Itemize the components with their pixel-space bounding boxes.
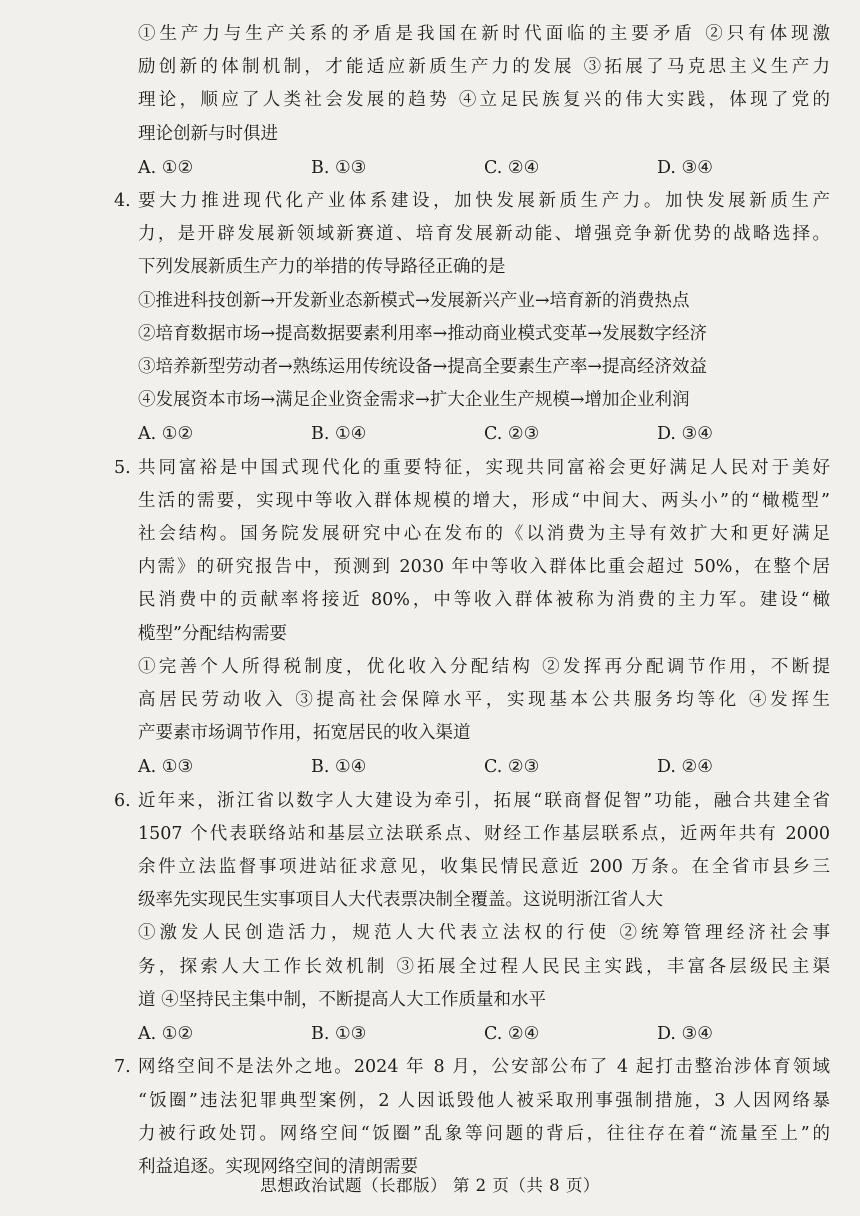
q7-line: 网络空间不是法外之地。2024 年 8 月，公安部公布了 4 起打击整治涉体育领域	[138, 1057, 830, 1078]
q5-line: 内需》的研究报告中，预测到 2030 年中等收入群体比重会超过 50%，在整个居	[138, 557, 830, 578]
q5-line: 生活的需要，实现中等收入群体规模的增大，形成“中间大、两头小”的“橄榄型”	[138, 490, 830, 511]
q6-choices	[138, 1018, 830, 1051]
q7-line: “饭圈”违法犯罪典型案例，2 人因诋毁他人被采取刑事强制措施，3 人因网络暴	[138, 1090, 830, 1111]
q4-choice-c: C. ②③	[484, 424, 540, 445]
q4-option-1: ①推进科技创新→开发新业态新模式→发展新兴产业→培育新的消费热点	[138, 290, 690, 311]
q6-line: 级率先实现民生实事项目人大代表票决制全覆盖。这说明浙江省人大	[138, 890, 663, 911]
q6-line: 1507 个代表联络站和基层立法联系点、财经工作基层联系点，近两年共有 2000	[138, 823, 830, 844]
q7-line: 利益追逐。实现网络空间的清朗需要	[138, 1156, 418, 1177]
q6-choice-c: C. ②④	[484, 1024, 540, 1045]
q7-line: 力被行政处罚。网络空间“饭圈”乱象等问题的背后，往往存在着“流量至上”的	[138, 1123, 830, 1144]
q3-choice-b: B. ①③	[311, 157, 367, 178]
q6-choice-b: B. ①③	[311, 1024, 367, 1045]
q5-line: ①完善个人所得税制度，优化收入分配结构 ②发挥再分配调节作用，不断提	[138, 656, 830, 677]
question-number: 7.	[114, 1057, 131, 1078]
q6-choice-d: D. ③④	[657, 1024, 713, 1045]
q3-choice-d: D. ③④	[657, 157, 713, 178]
question-7	[114, 1051, 830, 1184]
q5-line: 高居民劳动收入 ③提高社会保障水平，实现基本公共服务均等化 ④发挥生	[138, 690, 830, 711]
q6-line: 道 ④坚持民主集中制，不断提高人大工作质量和水平	[138, 989, 547, 1010]
q6-line: 近年来，浙江省以数字人大建设为牵引，拓展“联商督促智”功能，融合共建全省	[138, 790, 830, 811]
q5-line: 民消费中的贡献率将接近 80%，中等收入群体被称为消费的主力军。建设“橄	[138, 590, 830, 611]
q5-choice-b: B. ①④	[311, 757, 367, 778]
question-6	[114, 785, 830, 1052]
q6-choice-a: A. ①②	[138, 1024, 194, 1045]
q5-line: 榄型”分配结构需要	[138, 623, 287, 644]
q4-line: 要大力推进现代化产业体系建设，加快发展新质生产力。加快发展新质生产	[138, 191, 830, 212]
q5-choice-a: A. ①③	[138, 757, 194, 778]
question-3	[138, 18, 830, 185]
q5-choice-d: D. ②④	[657, 757, 713, 778]
q3-choice-c: C. ②④	[484, 157, 540, 178]
q4-line: 力，是开辟发展新领域新赛道、培育发展新动能、增强竞争新优势的战略选择。	[138, 224, 830, 245]
q5-line: 产要素市场调节作用，拓宽居民的收入渠道	[138, 723, 471, 744]
question-number: 5.	[114, 457, 131, 478]
q5-line: 共同富裕是中国式现代化的重要特征，实现共同富裕会更好满足人民对于美好	[138, 457, 830, 478]
question-4	[114, 185, 830, 452]
question-number: 6.	[114, 790, 131, 811]
q3-line: 理论创新与时俱进	[138, 123, 278, 144]
q5-choices	[138, 751, 830, 784]
q4-choices	[138, 418, 830, 451]
q4-choice-a: A. ①②	[138, 424, 194, 445]
q3-line: 励创新的体制机制，才能适应新质生产力的发展 ③拓展了马克思主义生产力	[138, 57, 830, 78]
q6-line: 务，探索人大工作长效机制 ③拓展全过程人民民主实践，丰富各层级民主渠	[138, 956, 830, 977]
q5-choice-c: C. ②③	[484, 757, 540, 778]
q4-choice-b: B. ①④	[311, 424, 367, 445]
q4-line: 下列发展新质生产力的举措的传导路径正确的是	[138, 257, 506, 278]
q4-option-3: ③培养新型劳动者→熟练运用传统设备→提高全要素生产率→提高经济效益	[138, 357, 707, 378]
q3-line: 理论，顺应了人类社会发展的趋势 ④立足民族复兴的伟大实践，体现了党的	[138, 90, 830, 111]
q6-line: ①激发人民创造活力，规范人大代表立法权的行使 ②统筹管理经济社会事	[138, 923, 830, 944]
q3-choices	[138, 152, 830, 185]
q5-line: 社会结构。国务院发展研究中心在发布的《以消费为主导有效扩大和更好满足	[138, 524, 830, 545]
question-number: 4.	[114, 191, 131, 212]
q4-choice-d: D. ③④	[657, 424, 713, 445]
q3-choice-a: A. ①②	[138, 157, 194, 178]
q4-option-4: ④发展资本市场→满足企业资金需求→扩大企业生产规模→增加企业利润	[138, 390, 690, 411]
q3-line: ①生产力与生产关系的矛盾是我国在新时代面临的主要矛盾 ②只有体现激	[138, 24, 830, 44]
q4-option-2: ②培育数据市场→提高数据要素利用率→推动商业模式变革→发展数字经济	[138, 323, 707, 344]
q6-line: 余件立法监督事项进站征求意见，收集民情民意近 200 万条。在全省市县乡三	[138, 857, 830, 878]
question-5	[114, 452, 830, 785]
page-footer: 思想政治试题（长郡版） 第 2 页（共 8 页）	[260, 1176, 600, 1195]
